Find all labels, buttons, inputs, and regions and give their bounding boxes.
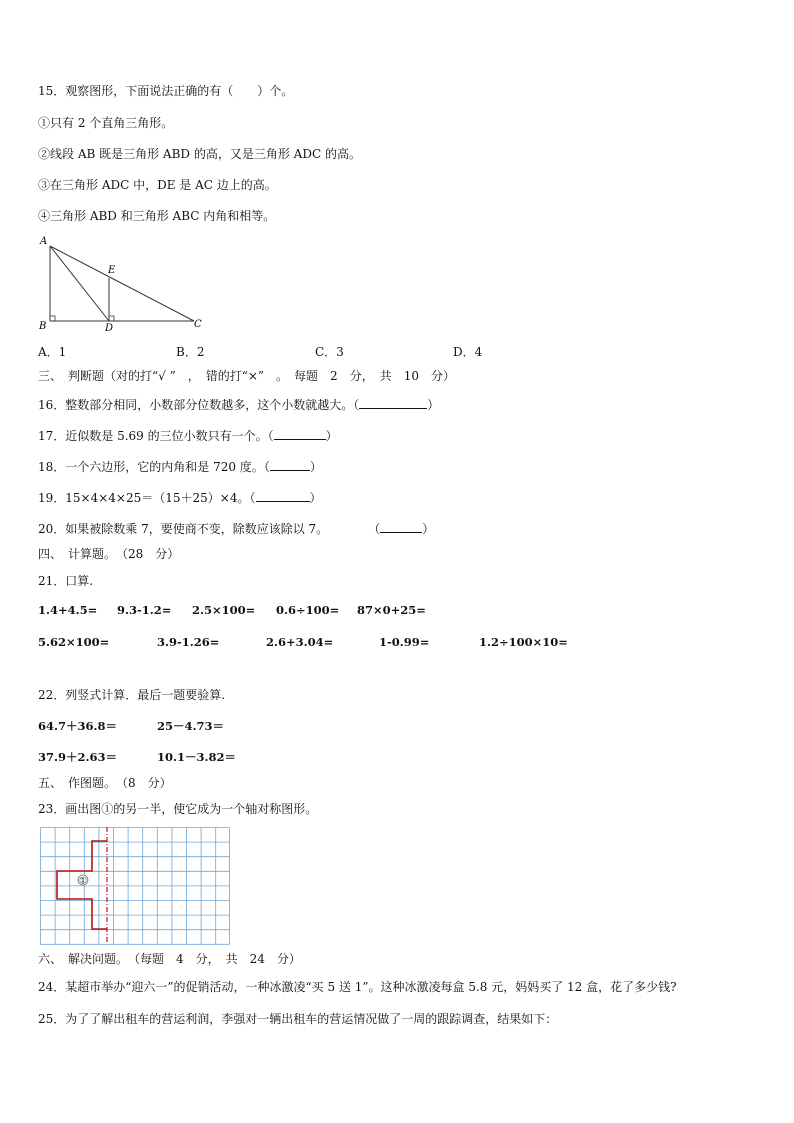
q20-paren-open: （	[368, 522, 381, 536]
q21: 21．口算.	[38, 574, 94, 588]
oral-calc-1-4: 0.6÷100=	[276, 603, 340, 617]
q19-paren-open: （	[249, 491, 256, 505]
q16-text: 16．整数部分相同，小数部分位数越多，这个小数就越大。	[38, 398, 354, 412]
q18-answer-blank[interactable]	[270, 458, 310, 471]
q23: 23．画出图①的另一半，使它成为一个轴对称图形。	[38, 802, 318, 816]
right-angle-mark-d	[109, 316, 114, 321]
q17-paren-close: ）	[325, 429, 338, 443]
section-3-title: 三、 判断题（对的打“√ ” ， 错的打“×” 。 每题 2 分， 共 10 分）	[38, 369, 455, 383]
q18	[38, 458, 322, 475]
q15-stem: 15．观察图形，下面说法正确的有（ ）个。	[38, 84, 294, 98]
label-d: D	[105, 323, 114, 332]
q17-text: 17．近似数是 5.69 的三位小数只有一个。	[38, 429, 268, 443]
oral-calc-1-5: 87×0+25=	[357, 603, 426, 617]
vertical-calc-1-2: 25－4.73＝	[157, 719, 225, 733]
oral-calc-2-2: 3.9-1.26=	[157, 635, 220, 649]
section-5-title: 五、 作图题。 （8 分）	[38, 776, 172, 790]
q25: 25．为了了解出租车的营运利润，李强对一辆出租车的营运情况做了一周的跟踪调查，结果如下：	[38, 1012, 558, 1026]
q16-paren-open: （	[353, 398, 360, 412]
section-4-title: 四、 计算题。 （28 分）	[38, 547, 180, 561]
q17-answer-blank[interactable]	[274, 427, 326, 440]
q24: 24．某超市举办“迎六一”的促销活动，一种冰激凌“买 5 送 1”。这种冰激凌每盒 5.8 元，妈妈买了 12 盒，花了多少钱?	[38, 980, 677, 994]
q20-paren-close: ）	[422, 522, 435, 536]
figure-1-label: ①	[78, 876, 88, 887]
q18-text: 18．一个六边形，它的内角和是 720 度。	[38, 460, 264, 474]
q15-statement-1: ①只有 2 个直角三角形。	[38, 116, 174, 130]
q22: 22．列竖式计算．最后一题要验算.	[38, 688, 226, 702]
triangle-figure	[30, 232, 230, 332]
oral-calc-2-4: 1-0.99=	[379, 635, 430, 649]
label-c: C	[194, 319, 202, 330]
q15-statement-3: ③在三角形 ADC 中，DE 是 AC 边上的高。	[38, 178, 277, 192]
label-a: A	[40, 236, 48, 247]
grid-lines	[41, 828, 230, 945]
q15-option-b: B．2	[176, 345, 205, 359]
vertical-calc-1-1: 64.7＋36.8＝	[38, 719, 118, 733]
q20-text: 20．如果被除数乘 7，要使商不变，除数应该除以 7。	[38, 522, 329, 536]
drawing-grid[interactable]	[40, 827, 230, 945]
q18-paren-open: （	[263, 460, 270, 474]
oral-calc-2-1: 5.62×100=	[38, 635, 110, 649]
q19	[38, 489, 322, 506]
section-6-title: 六、 解决问题。 （每题 4 分， 共 24 分）	[38, 952, 301, 966]
q15-option-a: A．1	[38, 345, 67, 359]
q16-answer-blank[interactable]	[359, 396, 427, 409]
q15-statement-2: ②线段 AB 既是三角形 ABD 的高，又是三角形 ADC 的高。	[38, 147, 361, 161]
q19-paren-close: ）	[309, 491, 322, 505]
label-e: E	[108, 265, 116, 276]
oral-calc-1-2: 9.3-1.2=	[117, 603, 172, 617]
q15-option-d: D．4	[453, 345, 483, 359]
q15-option-c: C．3	[315, 345, 344, 359]
q17	[38, 427, 338, 444]
q18-paren-close: ）	[309, 460, 322, 474]
q16-paren-close: ）	[427, 398, 440, 412]
oral-calc-2-3: 2.6+3.04=	[266, 635, 334, 649]
vertical-calc-2-2: 10.1－3.82＝	[157, 750, 237, 764]
q15-statement-4: ④三角形 ABD 和三角形 ABC 内角和相等。	[38, 209, 276, 223]
oral-calc-2-5: 1.2÷100×10=	[479, 635, 568, 649]
q16	[38, 396, 439, 413]
q19-answer-blank[interactable]	[256, 489, 310, 502]
segment-ac	[50, 246, 194, 321]
segment-ad	[50, 246, 109, 321]
q20-answer-blank[interactable]	[380, 520, 422, 533]
right-angle-mark-b	[50, 316, 55, 321]
oral-calc-1-3: 2.5×100=	[192, 603, 256, 617]
q17-paren-open: （	[267, 429, 274, 443]
label-b: B	[39, 321, 47, 332]
q19-text: 19．15×4×4×25＝（15＋25）×4。	[38, 491, 250, 505]
q20	[38, 520, 434, 537]
oral-calc-1-1: 1.4+4.5=	[38, 603, 98, 617]
vertical-calc-2-1: 37.9＋2.63＝	[38, 750, 118, 764]
